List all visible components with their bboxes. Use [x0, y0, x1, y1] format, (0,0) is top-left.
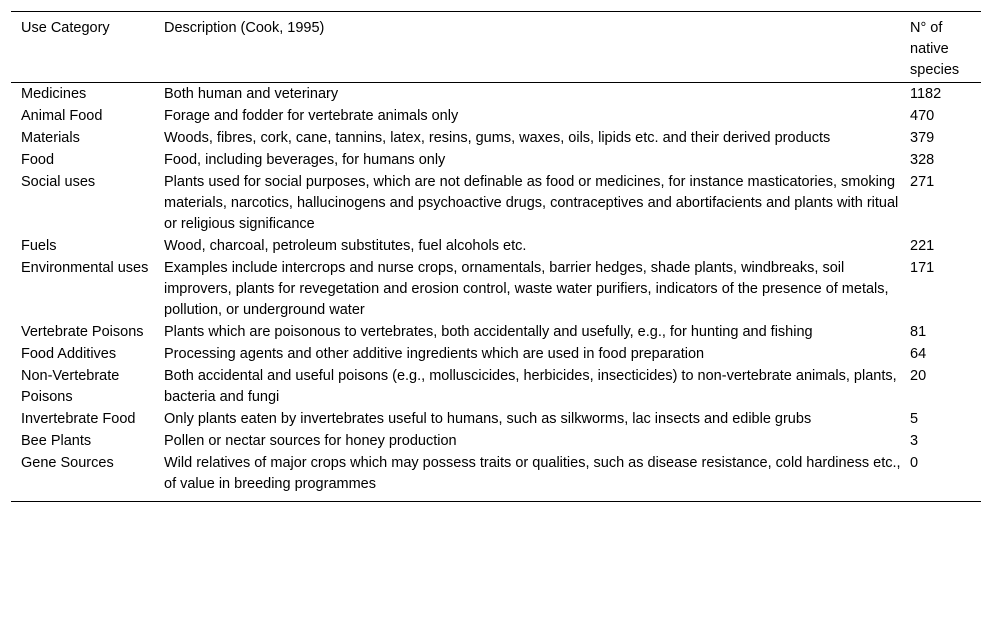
row-description: Processing agents and other additive ingredients which are used in food preparation	[164, 346, 705, 362]
row-species-count: 64	[910, 346, 927, 362]
row-category: Vertebrate Poisons	[21, 324, 144, 340]
row-description: Woods, fibres, cork, cane, tannins, latex, resins, gums, waxes, oils, lipids etc. and their derived products	[164, 130, 831, 146]
table-row	[11, 409, 981, 431]
row-species-count: 3	[910, 433, 919, 449]
row-description: Both human and veterinary	[164, 86, 339, 102]
row-category: Gene Sources	[21, 455, 114, 471]
table-row	[11, 344, 981, 366]
row-category: Food	[21, 152, 55, 168]
row-category: Medicines	[21, 86, 87, 102]
row-category: Non-Vertebrate Poisons	[21, 368, 120, 405]
row-species-count: 0	[910, 455, 919, 471]
table-header	[11, 12, 981, 83]
row-species-count: 1182	[910, 86, 942, 102]
row-species-count: 328	[910, 152, 935, 168]
row-description: Pollen or nectar sources for honey production	[164, 433, 457, 449]
header-species-count: N° of native species	[910, 20, 960, 78]
table-row	[11, 322, 981, 344]
table-row	[11, 366, 981, 409]
row-category: Bee Plants	[21, 433, 92, 449]
row-description: Food, including beverages, for humans only	[164, 152, 446, 168]
table-row	[11, 150, 981, 172]
row-species-count: 379	[910, 130, 935, 146]
row-species-count: 470	[910, 108, 935, 124]
row-category: Animal Food	[21, 108, 103, 124]
row-species-count: 20	[910, 368, 927, 384]
row-description: Wood, charcoal, petroleum substitutes, fuel alcohols etc.	[164, 238, 527, 254]
row-description: Both accidental and useful poisons (e.g., molluscicides, herbicides, insecticides) to non-vertebrate animals, plants, bacteria and fungi	[164, 368, 897, 405]
row-species-count: 81	[910, 324, 927, 340]
row-species-count: 271	[910, 174, 935, 190]
row-description: Examples include intercrops and nurse crops, ornamentals, barrier hedges, shade plants, windbreaks, soil improvers, plants for revegetation and erosion control, waste water purifiers, indicators of the presence of metals, pollution, or underground water	[164, 260, 889, 318]
table-row	[11, 258, 981, 322]
header-use-category: Use Category	[21, 20, 110, 36]
row-description: Plants used for social purposes, which are not definable as food or medicines, for instance masticatories, smoking materials, narcotics, hallucinogens and psychoactive drugs, contraceptives and abortifacients and plants with ritual or religious significance	[164, 174, 899, 232]
row-category: Fuels	[21, 238, 57, 254]
table-row	[11, 128, 981, 150]
table-row	[11, 84, 981, 106]
table-row	[11, 236, 981, 258]
header-description: Description (Cook, 1995)	[164, 20, 325, 36]
row-description: Only plants eaten by invertebrates useful to humans, such as silkworms, lac insects and edible grubs	[164, 411, 812, 427]
table-row	[11, 431, 981, 453]
row-category: Environmental uses	[21, 260, 149, 276]
table-row	[11, 172, 981, 236]
row-category: Invertebrate Food	[21, 411, 136, 427]
row-description: Wild relatives of major crops which may possess traits or qualities, such as disease resistance, cold hardiness etc., of value in breeding programmes	[164, 455, 901, 492]
row-description: Plants which are poisonous to vertebrates, both accidentally and usefully, e.g., for hunting and fishing	[164, 324, 813, 340]
row-category: Food Additives	[21, 346, 117, 362]
row-species-count: 221	[910, 238, 935, 254]
table-body	[11, 84, 981, 501]
row-species-count: 171	[910, 260, 935, 276]
table-row	[11, 106, 981, 128]
row-category: Materials	[21, 130, 80, 146]
table-row	[11, 453, 981, 501]
species-use-table	[11, 11, 981, 502]
row-description: Forage and fodder for vertebrate animals only	[164, 108, 459, 124]
row-species-count: 5	[910, 411, 919, 427]
row-category: Social uses	[21, 174, 96, 190]
